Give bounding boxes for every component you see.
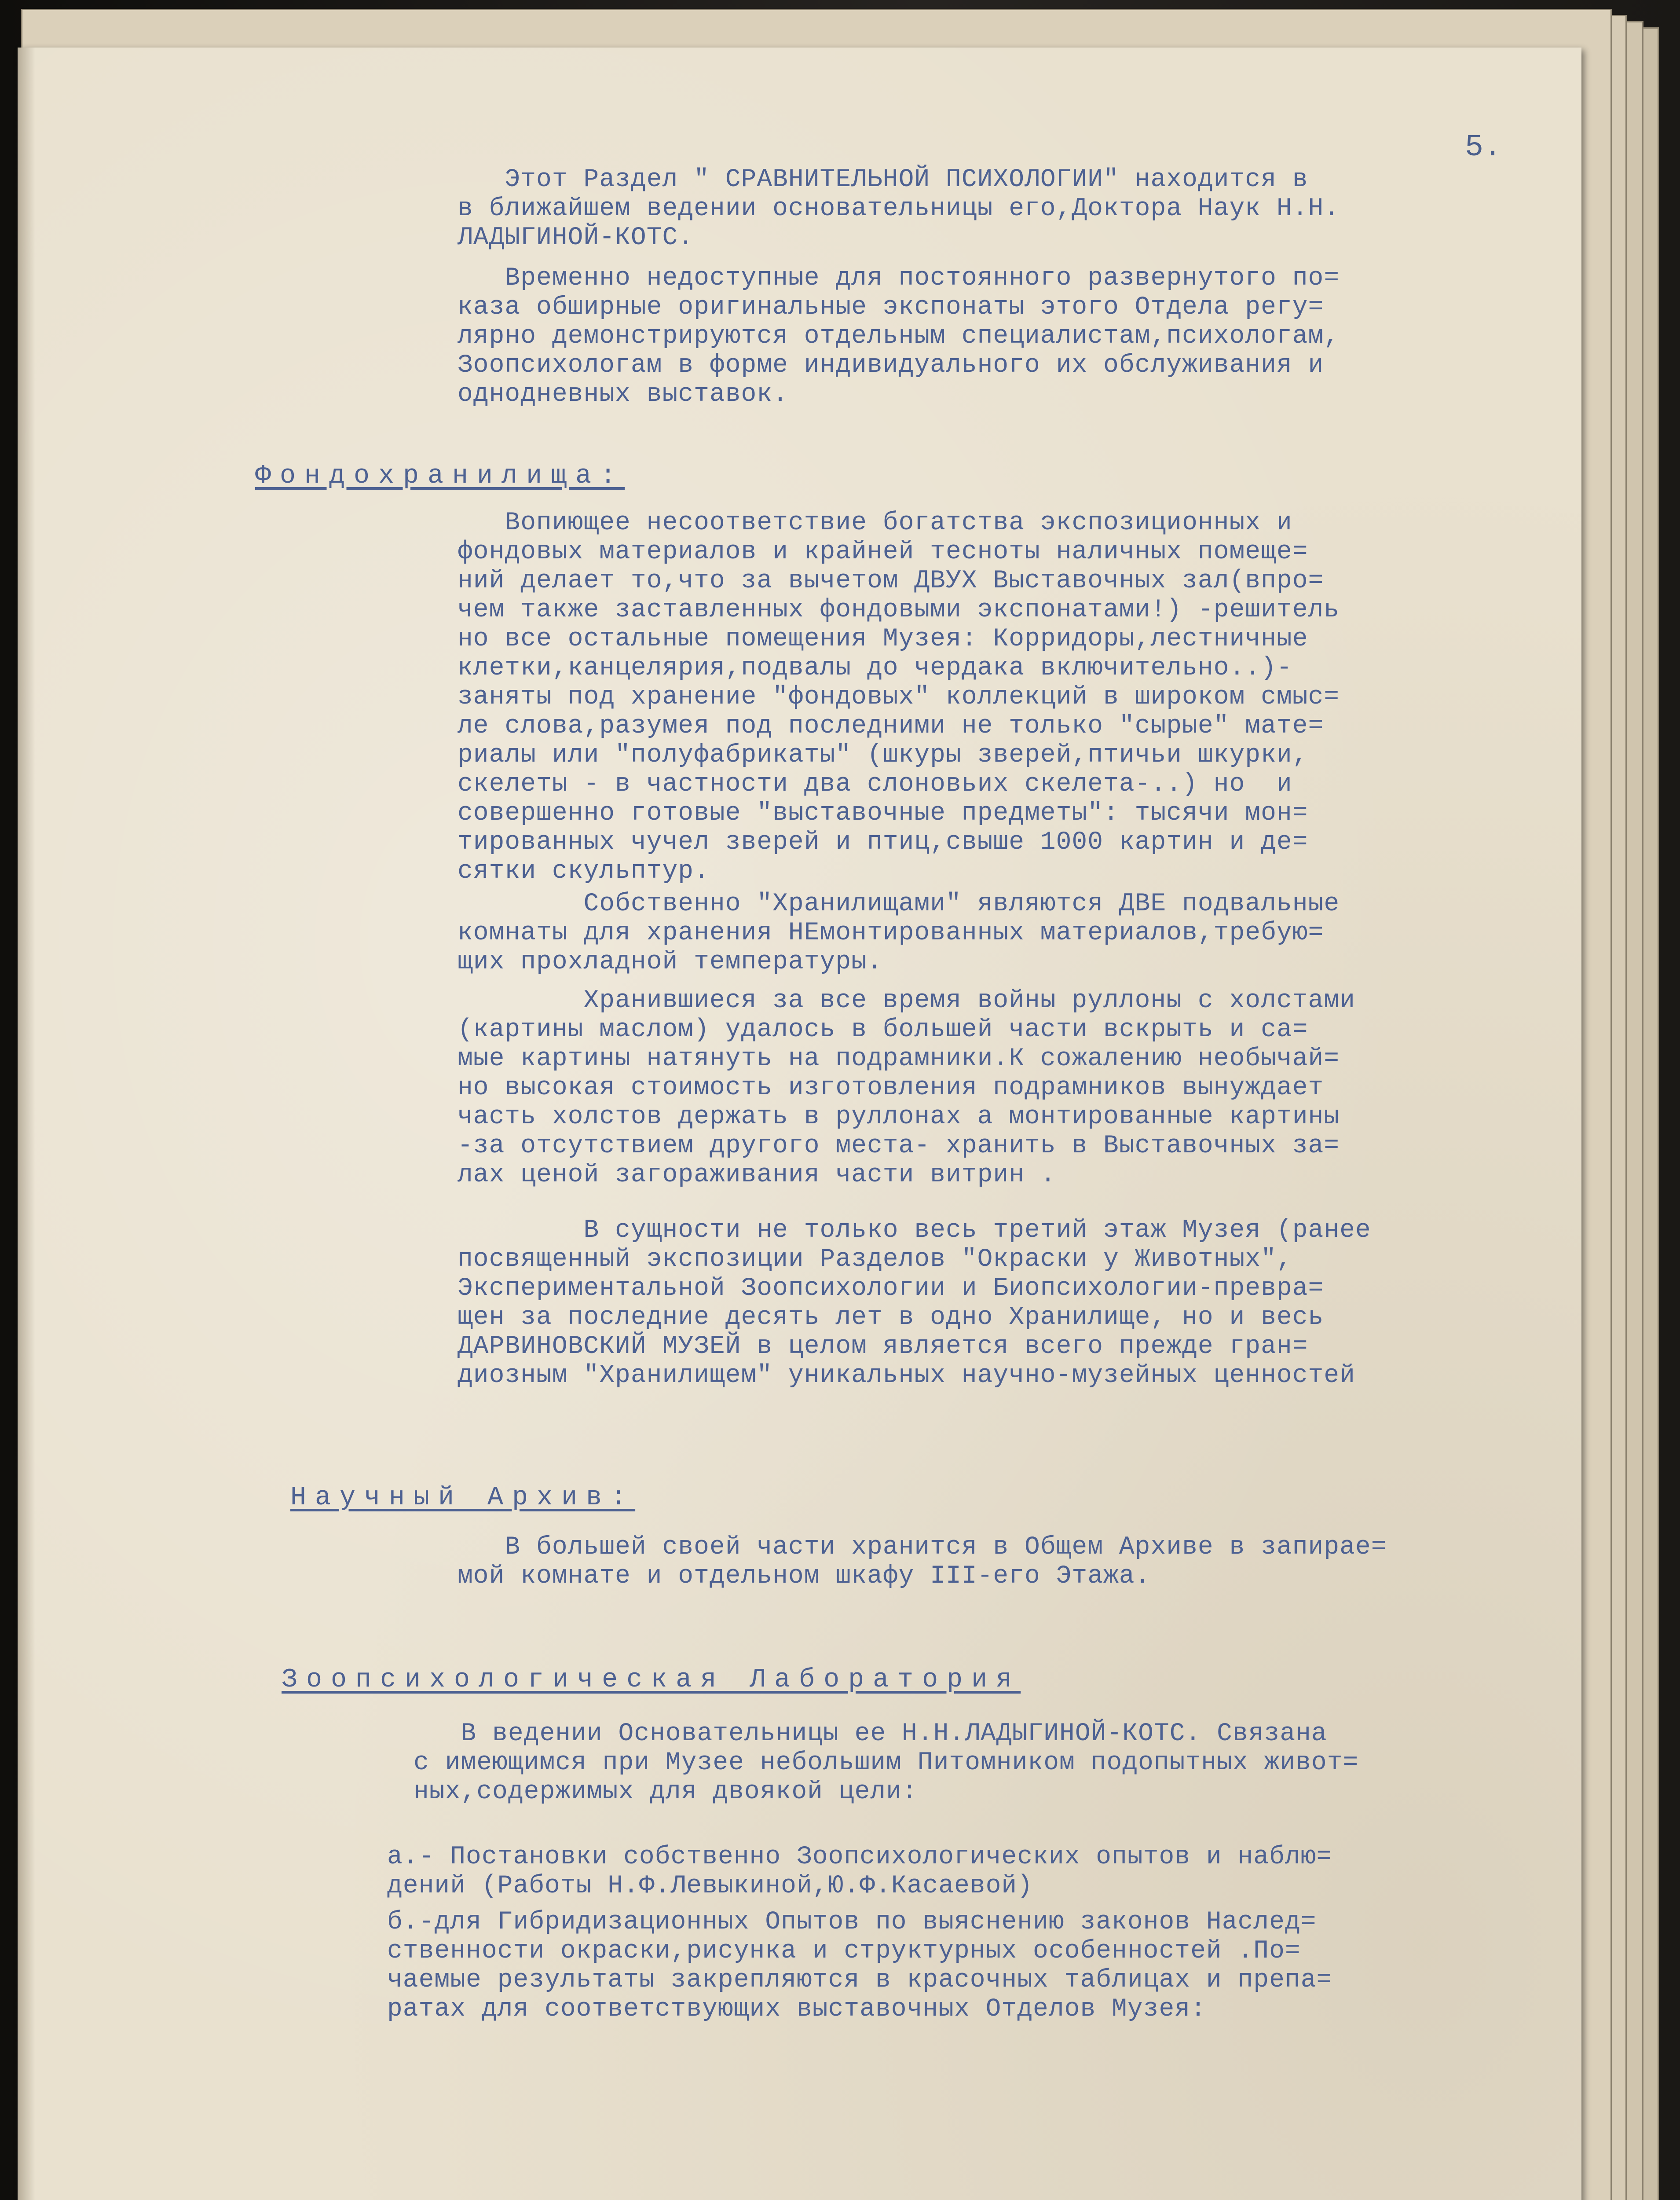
intro-paragraph: Этот Раздел " СРАВНИТЕЛЬНОЙ ПСИХОЛОГИИ" находится в в ближайшем ведении основательницы его,Доктора Наук Н.Н. ЛАДЫГИНОЙ-КОТС. — [458, 165, 1340, 252]
document-page — [18, 48, 1581, 2200]
section-paragraph: В большей своей части хранится в Общем Архиве в запирае= мой комнате и отдельном шкафу III-его Этажа. — [458, 1533, 1387, 1591]
section-heading-lab: Зоопсихологическая Лаборатория — [282, 1665, 1021, 1695]
list-item-a: а.- Постановки собственно Зоопсихологических опытов и наблю= дений (Работы Н.Ф.Левыкиной,Ю.Ф.Касаевой) — [387, 1843, 1332, 1900]
binding-shadow — [18, 48, 35, 2200]
section-paragraph: Хранившиеся за все время войны руллоны с холстами (картины маслом) удалось в большей части вскрыть и са= мые картины натянуть на подрамники.К сожалению необычай= но высокая стоимость изготовления подрамников вынуждает часть холстов держать в руллонах а монтированные картины -за отсутствием другого места- хранить в Выставочных за= лах ценой загораживания части витрин . — [458, 986, 1355, 1189]
intro-paragraph: Временно недоступные для постоянного развернутого по= каза обширные оригинальные экспонаты этого Отдела регу= лярно демонстрируются отдельным специалистам,психологам, Зоопсихологам в форме индивидуального их обслуживания и однодневных выставок. — [458, 264, 1340, 409]
page-number: 5. — [1465, 130, 1502, 165]
section-paragraph: Вопиющее несоответствие богатства экспозиционных и фондовых материалов и крайней тесноты наличных помеще= ний делает то,что за вычетом ДВУХ Выставочных зал(впро= чем также заставленных фондовыми экспонатами!) -решитель но все остальные помещения Музея: Корридоры,лестничные клетки,канцелярия,подвалы до чердака включительно..)- заняты под хранение "фондовых" коллекций в широком смыс= ле слова,разумея под последними не только "сырые" мате= риалы или "полуфабрикаты" (шкуры зверей,птичьи шкурки, скелеты - в частности два слоновьих скелета-..) но и совершенно готовые "выставочные предметы": тысячи мон= тированных чучел зверей и птиц,свыше 1000 картин и де= сятки скульптур. — [458, 509, 1340, 886]
section-paragraph: В ведении Основательницы ее Н.Н.ЛАДЫГИНОЙ-КОТС. Связана с имеющимся при Музее небольшим Питомником подопытных живот= ных,содержимых для двоякой цели: — [414, 1720, 1359, 1806]
section-paragraph: Собственно "Хранилищами" являются ДВЕ подвальные комнаты для хранения НЕмонтированных материалов,требую= щих прохладной температуры. — [458, 890, 1340, 976]
section-heading-fund: Фондохранилища: — [255, 461, 625, 491]
list-item-b: б.-для Гибридизационных Опытов по выяснению законов Наслед= ственности окраски,рисунка и структурных особенностей .По= чаемые результаты закрепляются в красочных таблицах и препа= ратах для соответствующих выставочных Отделов Музея: — [387, 1908, 1332, 2024]
section-paragraph: В сущности не только весь третий этаж Музея (ранее посвященный экспозиции Разделов "Окраски у Животных", Экспериментальной Зоопсихологии и Биопсихологии-превра= щен за последние десять лет в одно Хранилище, но и весь ДАРВИНОВСКИЙ МУЗЕЙ в целом является всего прежде гран= диозным "Хранилищем" уникальных научно-музейных ценностей — [458, 1216, 1371, 1390]
section-heading-archive: Научный Архив: — [290, 1483, 636, 1513]
